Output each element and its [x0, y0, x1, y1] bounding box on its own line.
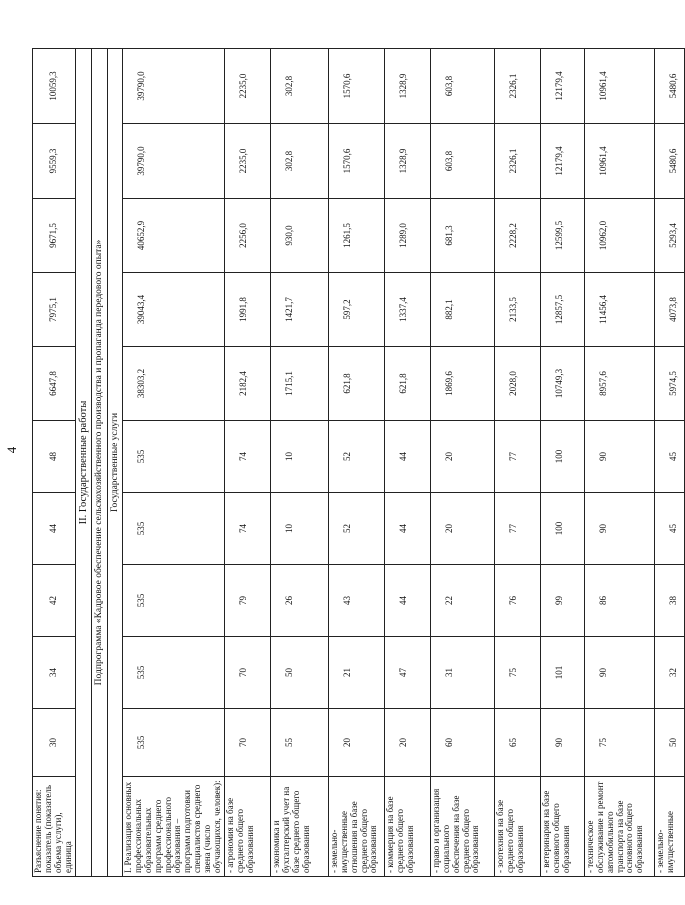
table-cell: 52 — [328, 421, 384, 493]
table-cell: 5480,6 — [654, 49, 684, 124]
table-cell: 75 — [494, 637, 540, 709]
table-cell: 535 — [122, 421, 224, 493]
table-cell: 99 — [540, 565, 584, 637]
table-cell: 535 — [122, 709, 224, 777]
table-cell: 90 — [584, 421, 654, 493]
row-label: - агрономия на базе среднего общего образования — [224, 777, 270, 877]
table-cell: 55 — [270, 709, 328, 777]
table-cell: 100 — [540, 421, 584, 493]
table-row — [494, 49, 540, 877]
table-cell: 1991,8 — [224, 273, 270, 347]
row-label: - техническое обслуживание и ремонт автомобильного транспорта на базе основного общего образования — [584, 777, 654, 877]
table-cell: 50 — [270, 637, 328, 709]
row-label: - право и организация социального обеспечения на базе среднего общего образования — [430, 777, 494, 877]
row-label: - коммерция на базе среднего общего образования — [384, 777, 430, 877]
table-row — [540, 49, 584, 877]
table-cell: 70 — [224, 709, 270, 777]
table-cell: 302,8 — [270, 124, 328, 199]
table-cell: 1337,4 — [384, 273, 430, 347]
table-cell: 100 — [540, 493, 584, 565]
table-cell: 1570,6 — [328, 49, 384, 124]
column-header: 42 — [33, 565, 76, 637]
table-cell: 10 — [270, 493, 328, 565]
table-row — [270, 49, 328, 877]
table-cell: 10749,3 — [540, 347, 584, 421]
table-cell: 79 — [224, 565, 270, 637]
table-cell: 2235,0 — [224, 49, 270, 124]
column-header: 44 — [33, 493, 76, 565]
table-cell: 22 — [430, 565, 494, 637]
table-cell: 2235,0 — [224, 124, 270, 199]
table-cell: 60 — [430, 709, 494, 777]
table-cell: 21 — [328, 637, 384, 709]
table-cell: 535 — [122, 637, 224, 709]
section-row — [75, 49, 92, 877]
table-cell: 52 — [328, 493, 384, 565]
table-cell: 2028,0 — [494, 347, 540, 421]
table-cell: 77 — [494, 421, 540, 493]
page-number: 4 — [4, 446, 19, 454]
table-cell: 603,8 — [430, 124, 494, 199]
table-row — [654, 49, 684, 877]
table-cell: 882,1 — [430, 273, 494, 347]
table-cell: 603,8 — [430, 49, 494, 124]
table-cell: 20 — [328, 709, 384, 777]
table-cell: 4073,8 — [654, 273, 684, 347]
column-header: 30 — [33, 709, 76, 777]
column-header: 9559,3 — [33, 124, 76, 199]
row-label: I. Реализация основных профессиональных образовательных программ среднего профессионального образования – программ подготовки специалистов среднего звена (число обучающихся, человек): — [122, 777, 224, 877]
table-row — [384, 49, 430, 877]
table-cell: 10961,4 — [584, 49, 654, 124]
row-label: - ветеринария на базе основного общего образования — [540, 777, 584, 877]
table-row — [430, 49, 494, 877]
table-cell: 621,8 — [384, 347, 430, 421]
table-cell: 12599,5 — [540, 199, 584, 273]
table-cell: 75 — [584, 709, 654, 777]
table-cell: 38 — [654, 565, 684, 637]
table-cell: 1328,9 — [384, 124, 430, 199]
section-title: II. Государственные работы — [75, 49, 92, 877]
table-cell: 45 — [654, 421, 684, 493]
column-header: 7975,1 — [33, 273, 76, 347]
table-cell: 65 — [494, 709, 540, 777]
table-cell: 1328,9 — [384, 49, 430, 124]
table-cell: 44 — [384, 493, 430, 565]
table-cell: 70 — [224, 637, 270, 709]
table-cell: 50 — [654, 709, 684, 777]
table-cell: 681,3 — [430, 199, 494, 273]
table-cell: 2326,1 — [494, 124, 540, 199]
table-cell: 302,8 — [270, 49, 328, 124]
table-cell: 2182,4 — [224, 347, 270, 421]
table-cell: 2133,5 — [494, 273, 540, 347]
table-cell: 2256,0 — [224, 199, 270, 273]
table-cell: 12179,4 — [540, 124, 584, 199]
table-cell: 20 — [430, 493, 494, 565]
table-cell: 535 — [122, 493, 224, 565]
table-cell: 1715,1 — [270, 347, 328, 421]
table-cell: 39790,0 — [122, 49, 224, 124]
table-cell: 12857,5 — [540, 273, 584, 347]
table-cell: 44 — [384, 565, 430, 637]
column-header: 48 — [33, 421, 76, 493]
header-row — [33, 49, 76, 877]
table-cell: 1289,0 — [384, 199, 430, 273]
table-cell: 77 — [494, 493, 540, 565]
table-cell: 39790,0 — [122, 124, 224, 199]
table-row — [224, 49, 270, 877]
row-label: - зоотехния на базе среднего общего образования — [494, 777, 540, 877]
table-cell: 86 — [584, 565, 654, 637]
table-cell: 44 — [384, 421, 430, 493]
table-cell: 2326,1 — [494, 49, 540, 124]
table-cell: 38303,2 — [122, 347, 224, 421]
column-header: 9671,5 — [33, 199, 76, 273]
table-cell: 90 — [540, 709, 584, 777]
subprogram-title: Подпрограмма «Кадровое обеспечение сельскохозяйственного производства и пропаганда передового опыта» — [92, 49, 107, 877]
table-cell: 74 — [224, 493, 270, 565]
table-cell: 32 — [654, 637, 684, 709]
table-cell: 47 — [384, 637, 430, 709]
table-cell: 11456,4 — [584, 273, 654, 347]
table-cell: 1421,7 — [270, 273, 328, 347]
table-cell: 10 — [270, 421, 328, 493]
table-cell: 20 — [430, 421, 494, 493]
table-cell: 90 — [584, 637, 654, 709]
table-cell: 5480,6 — [654, 124, 684, 199]
column-header: 6647,8 — [33, 347, 76, 421]
table-cell: 90 — [584, 493, 654, 565]
services-title: Государственные услуги — [107, 49, 122, 877]
table-cell: 40652,9 — [122, 199, 224, 273]
data-table — [32, 48, 685, 877]
column-header: 10059,3 — [33, 49, 76, 124]
subprogram-row — [92, 49, 107, 877]
table-cell: 1570,6 — [328, 124, 384, 199]
table-cell: 45 — [654, 493, 684, 565]
table-cell: 20 — [384, 709, 430, 777]
table-cell: 5293,4 — [654, 199, 684, 273]
table-cell: 8957,6 — [584, 347, 654, 421]
row-label: - земельно-имущественные отношения на базе среднего общего образования — [328, 777, 384, 877]
table-cell: 26 — [270, 565, 328, 637]
table-cell: 621,8 — [328, 347, 384, 421]
table-cell: 12179,4 — [540, 49, 584, 124]
table-row — [584, 49, 654, 877]
row-label: - экономика и бухгалтерский учет на базе среднего общего образования — [270, 777, 328, 877]
row-label: - земельно-имущественные — [654, 777, 684, 877]
table-cell: 2228,2 — [494, 199, 540, 273]
table-cell: 10962,0 — [584, 199, 654, 273]
table-cell: 597,2 — [328, 273, 384, 347]
column-header: 34 — [33, 637, 76, 709]
services-row — [107, 49, 122, 877]
table-cell: 39043,4 — [122, 273, 224, 347]
table-cell: 43 — [328, 565, 384, 637]
table-cell: 5974,5 — [654, 347, 684, 421]
column-header: Разъяснение понятия: показатель (показатель объема услуги), единица — [33, 777, 76, 877]
table-cell: 76 — [494, 565, 540, 637]
table-cell: 1869,6 — [430, 347, 494, 421]
table-cell: 74 — [224, 421, 270, 493]
table-row — [328, 49, 384, 877]
table-cell: 10961,4 — [584, 124, 654, 199]
table-cell: 31 — [430, 637, 494, 709]
table-cell: 535 — [122, 565, 224, 637]
table-row — [122, 49, 224, 877]
table-cell: 930,0 — [270, 199, 328, 273]
table-cell: 1261,5 — [328, 199, 384, 273]
table-cell: 101 — [540, 637, 584, 709]
